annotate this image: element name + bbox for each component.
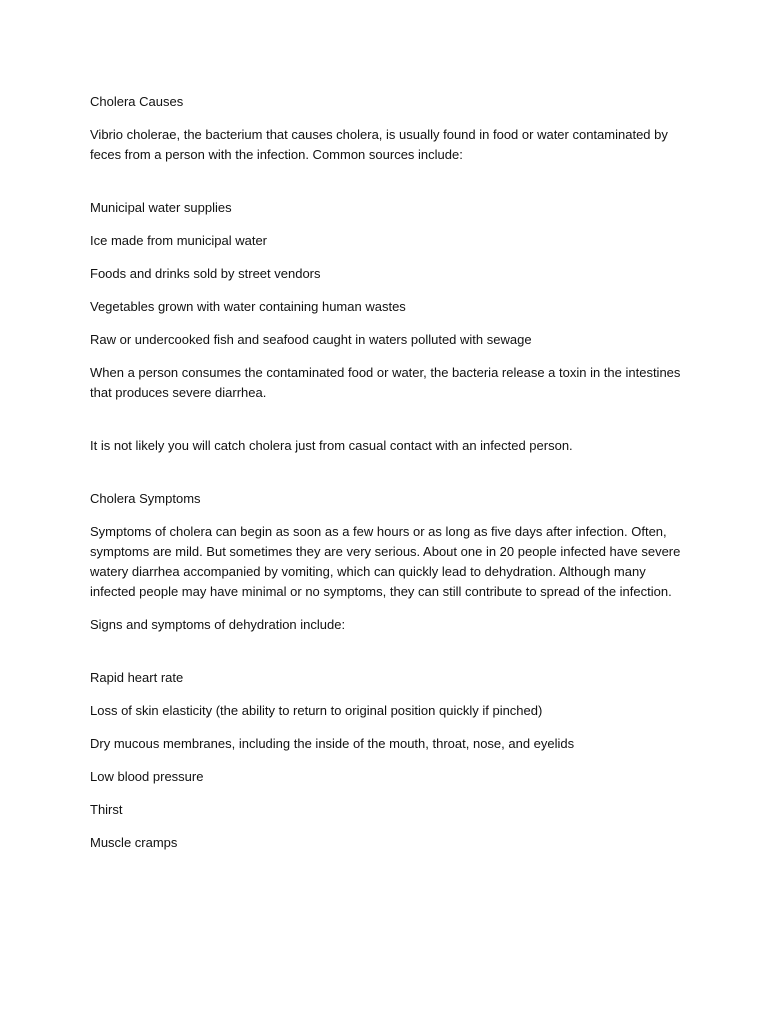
source-item: Ice made from municipal water	[90, 233, 268, 248]
causes-heading: Cholera Causes	[90, 94, 184, 109]
source-item: Raw or undercooked fish and seafood caught in waters polluted with sewage	[90, 332, 532, 347]
causes-intro-paragraph: Vibrio cholerae, the bacterium that causes cholera, is usually found in food or water contaminated by feces from a person with the infection. Common sources include:	[90, 127, 668, 162]
source-item: Municipal water supplies	[90, 200, 232, 215]
blank-line	[90, 416, 685, 436]
dehydration-sign-item: Low blood pressure	[90, 769, 204, 784]
toxin-paragraph: When a person consumes the contaminated food or water, the bacteria release a toxin in the intestines that produces severe diarrhea.	[90, 365, 681, 400]
blank-line	[90, 178, 685, 198]
symptoms-paragraph: Symptoms of cholera can begin as soon as a few hours or as long as five days after infection. Often, symptoms are mild. But sometimes they are very serious. About one in 20 people infected have severe watery diarrhea accompanied by vomiting, which can quickly lead to dehydration. Although many infected people may have minimal or no symptoms, they can still contribute to spread of the infection.	[90, 524, 681, 599]
dehydration-sign-item: Rapid heart rate	[90, 670, 184, 685]
contact-paragraph: It is not likely you will catch cholera just from casual contact with an infected person.	[90, 438, 573, 453]
blank-line	[90, 648, 685, 668]
blank-line	[90, 469, 685, 489]
source-item: Foods and drinks sold by street vendors	[90, 266, 321, 281]
source-item: Vegetables grown with water containing human wastes	[90, 299, 406, 314]
dehydration-sign-item: Loss of skin elasticity (the ability to return to original position quickly if pinched)	[90, 703, 543, 718]
dehydration-intro: Signs and symptoms of dehydration include:	[90, 617, 346, 632]
dehydration-sign-item: Muscle cramps	[90, 835, 178, 850]
symptoms-heading: Cholera Symptoms	[90, 491, 201, 506]
dehydration-sign-item: Dry mucous membranes, including the inside of the mouth, throat, nose, and eyelids	[90, 736, 575, 751]
dehydration-sign-item: Thirst	[90, 802, 123, 817]
document-page	[90, 92, 685, 866]
